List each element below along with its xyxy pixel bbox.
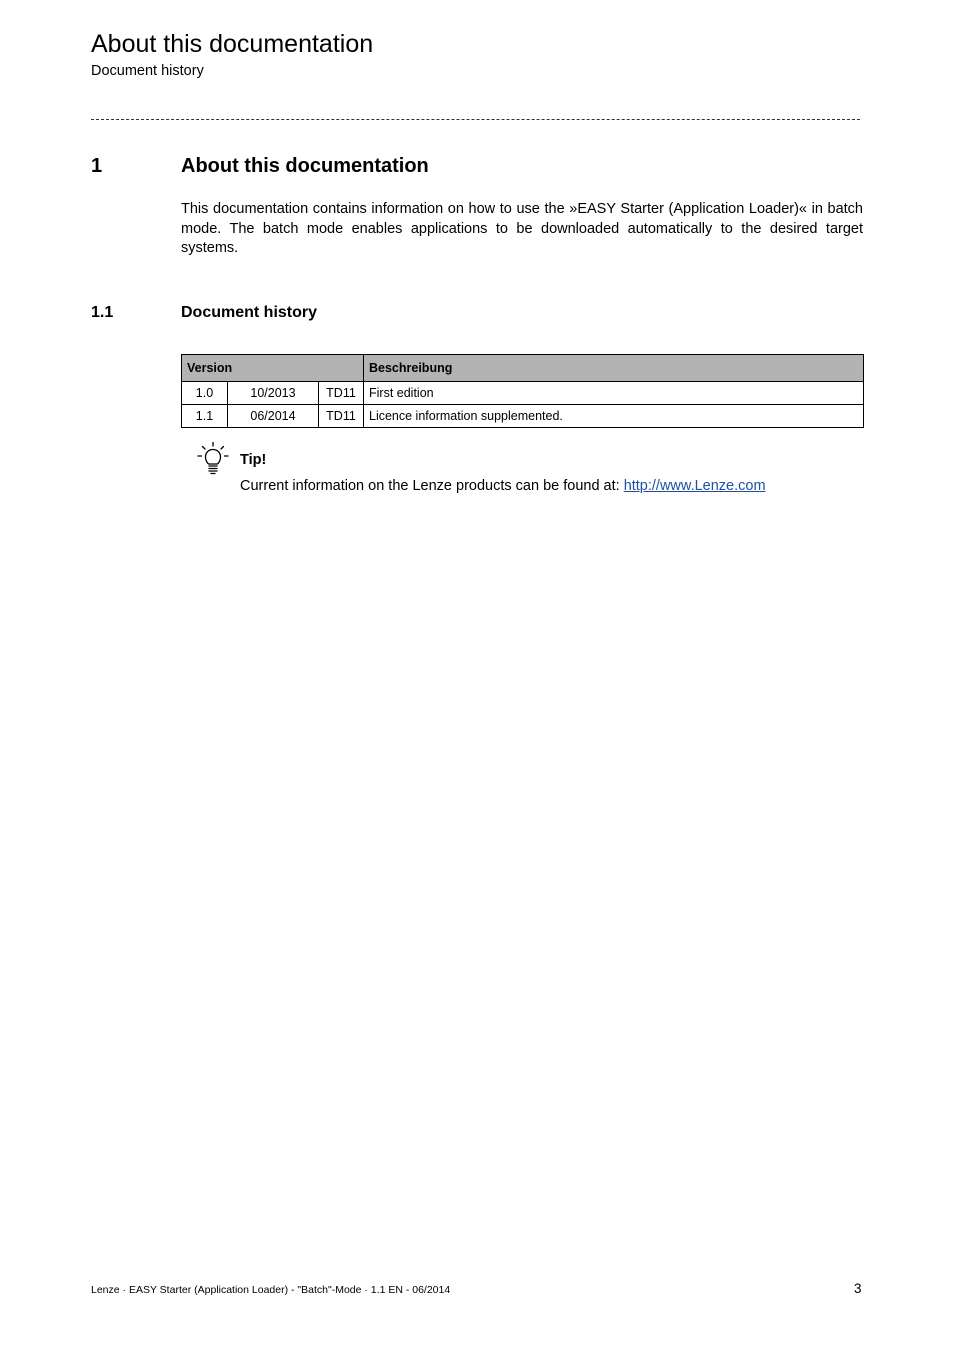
document-history-table xyxy=(181,354,864,428)
table-row xyxy=(182,382,864,405)
cell-date: 10/2013 xyxy=(228,382,319,405)
tip-label: Tip! xyxy=(240,452,267,468)
lenze-website-link[interactable]: http://www.Lenze.com xyxy=(623,478,766,494)
table-row xyxy=(182,405,864,428)
cell-code: TD11 xyxy=(319,405,364,428)
page-header-title: About this documentation xyxy=(91,30,374,58)
header-dashed-rule xyxy=(91,119,860,120)
subsection-number: 1.1 xyxy=(91,304,114,321)
cell-date: 06/2014 xyxy=(228,405,319,428)
cell-description: Licence information supplemented. xyxy=(364,405,864,428)
cell-version: 1.0 xyxy=(182,382,228,405)
footer-text: Lenze · EASY Starter (Application Loader) - "Batch"-Mode · 1.1 EN - 06/2014 xyxy=(91,1284,451,1296)
header-version: Version xyxy=(182,355,364,382)
header-description: Beschreibung xyxy=(364,355,864,382)
cell-version: 1.1 xyxy=(182,405,228,428)
cell-code: TD11 xyxy=(319,382,364,405)
cell-description: First edition xyxy=(364,382,864,405)
section-intro-paragraph: This documentation contains information on how to use the »EASY Starter (Application Loader)« in batch mode. The batch mode enables applications to be downloaded automatically to the desired target systems. xyxy=(181,201,863,256)
tip-text-body: Current information on the Lenze products can be found at: xyxy=(240,478,624,494)
tip-text xyxy=(240,477,766,496)
page-header-subtitle: Document history xyxy=(91,63,204,79)
section-title: About this documentation xyxy=(181,155,429,177)
subsection-title: Document history xyxy=(181,304,318,321)
page-number: 3 xyxy=(854,1281,862,1296)
lightbulb-icon xyxy=(196,441,230,475)
section-number: 1 xyxy=(91,155,103,177)
table-header-row xyxy=(182,355,864,382)
